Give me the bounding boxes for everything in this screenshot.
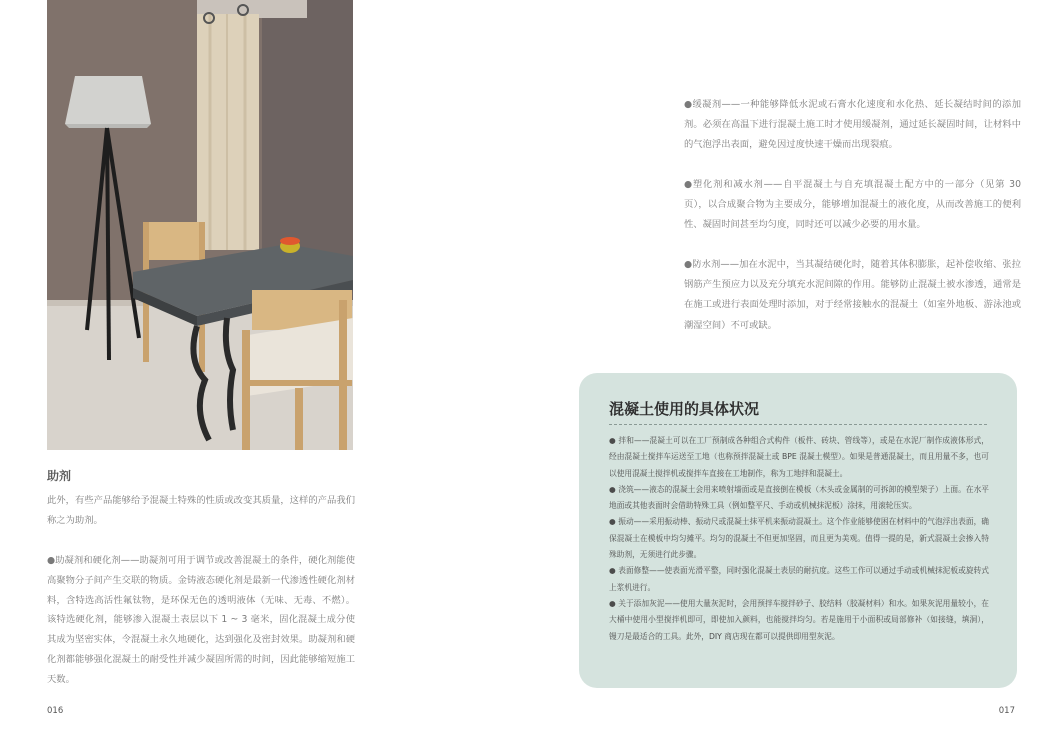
plasticizer-paragraph: ●塑化剂和减水剂——自平混凝土与自充填混凝土配方中的一部分（见第 30 页），以合成聚合物为主要成分，能够增加混凝土的液化度，从而改善施工的便利性、凝固时间甚至均匀度，同时还可以减少必要的用水量。	[684, 179, 1021, 231]
left-page	[0, 0, 531, 750]
retarder-paragraph: ●缓凝剂——一种能够降低水泥或石膏水化速度和水化热、延长凝结时间的添加剂。必须在高温下进行混凝土施工时才使用缓凝剂，通过延长凝固时间，让材料中的气泡浮出表面，避免因过度快速干燥而出现裂痕。	[684, 99, 1021, 151]
info-box-list	[609, 433, 989, 645]
list-item: ● 浇筑——液态的混凝土会用来喷射墙面或是直接倒在模板（木头或金属制的可拆卸的模型架子）上面。在水平地面或其他表面时会借助特殊工具（例如整平尺、手动或机械抹泥板）涂抹，用滚轮压实。	[609, 484, 989, 511]
info-box-title: 混凝土使用的具体状况	[609, 400, 760, 418]
page-number-right: 017	[998, 706, 1015, 716]
hardener-paragraph: ●助凝剂和硬化剂——助凝剂可用于调节或改善混凝土的条件，硬化剂能使高聚物分子间产生交联的物质。金铸液态硬化剂是最新一代渗透性硬化剂材料，含特选高活性氟钛物，是环保无色的透明液体（无味、无毒、不燃）。该特选硬化剂，能够渗入混凝土表层以下 1 ~ 3 毫米，固化混凝土成分使其成为坚密实体，令混凝土永久地硬化，达到强化及密封效果。助凝剂和硬化剂都能够强化混凝土的耐受性并减少凝固所需的时间，因此能够缩短施工天数。	[47, 555, 355, 685]
waterproofer-paragraph: ●防水剂——加在水泥中，当其凝结硬化时，随着其体积膨胀，起补偿收缩、张拉钢筋产生预应力以及充分填充水泥间隙的作用。能够防止混凝土被水渗透，通常是在施工或进行表面处理时添加，对于经常接触水的混凝土（如室外地板、游泳池或潮湿空间）不可或缺。	[684, 259, 1021, 331]
divider	[609, 424, 987, 425]
list-item: ● 关于添加灰泥——使用大量灰泥时，会用预拌车搅拌砂子、胶结料（胶凝材料）和水。如果灰泥用量较小，在大桶中使用小型搅拌机即可，即使加入颜料，也能搅拌均匀。若是施用于小面积或局部修补（如接缝，填洞），镘刀是最适合的工具。此外，DIY 商店现在都可以提供即用型灰泥。	[609, 598, 989, 641]
intro-paragraph: 此外，有些产品能够给予混凝土特殊的性质或改变其质量，这样的产品我们称之为助剂。	[47, 495, 355, 526]
right-page	[531, 0, 1063, 750]
interior-photo-icon	[47, 0, 353, 450]
section-heading: 助剂	[47, 469, 72, 483]
interior-photo-illustration	[47, 0, 353, 450]
page-number-left: 016	[47, 706, 64, 716]
list-item: ● 振动——采用振动棒、振动尺或混凝土抹平机来振动混凝土。这个作业能够使困在材料中的气泡浮出表面，确保混凝土在模板中均匀摊平。均匀的混凝土不但更加坚固，而且更为美观。值得一提的是，新式混凝土会掺入特殊助剂，无须进行此步骤。	[609, 517, 989, 560]
list-item: ● 拌和——混凝土可以在工厂预制成各种组合式构件（板件、砖块、管线等），或是在水泥厂制作成液体形式，经由混凝土搅拌车运送至工地（也称预拌混凝土或 BPE 混凝土模型）。如果是普通混凝土，而且用量不多，也可以使用混凝土搅拌机或搅拌车直接在工地制作，称为工地拌和混凝土。	[609, 436, 989, 478]
list-item: ● 表面修整——使表面光滑平整，同时强化混凝土表层的耐抗度。这些工作可以通过手动或机械抹泥板或旋转式上浆机进行。	[609, 566, 989, 592]
info-box	[579, 373, 1017, 688]
